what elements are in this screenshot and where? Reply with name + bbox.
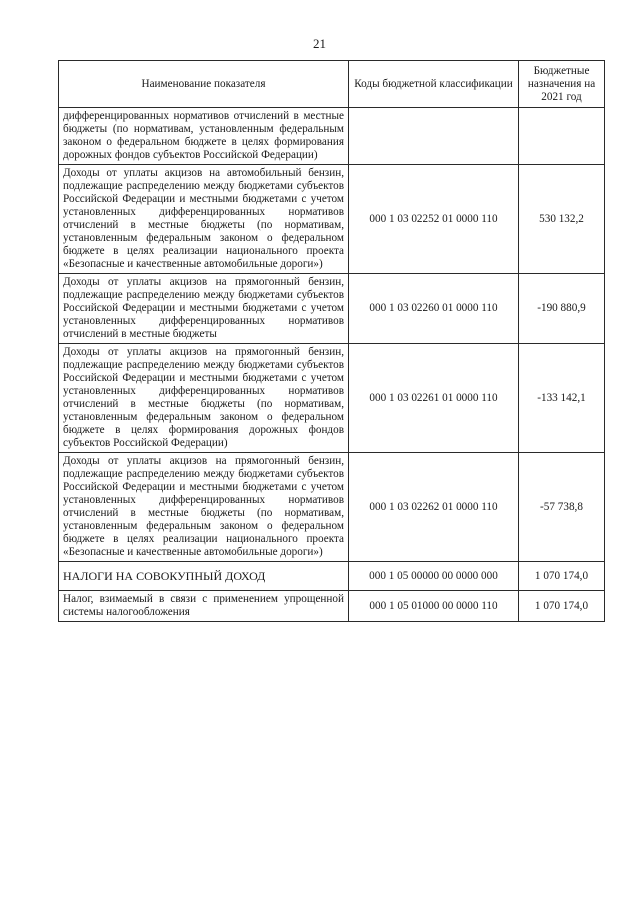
row-amount: 530 132,2	[519, 165, 605, 274]
row-name: Доходы от уплаты акцизов на прямогонный бензин, подлежащие распределению между бюджетами субъектов Российской Федерации и местными бюджетами с учетом установленных дифференцированных нормативов отчислений в местные бюджеты (по нормативам, установленным федеральным законом о федеральном бюджете в целях формирования дорожных фондов субъектов Российской Федерации)	[59, 344, 349, 453]
table-row	[59, 165, 605, 274]
table-row-section	[59, 562, 605, 591]
table-row	[59, 108, 605, 165]
row-name: Доходы от уплаты акцизов на прямогонный бензин, подлежащие распределению между бюджетами субъектов Российской Федерации и местными бюджетами с учетом установленных дифференцированных нормативов отчислений в местные бюджеты	[59, 274, 349, 344]
budget-table	[58, 60, 605, 622]
table-row	[59, 453, 605, 562]
header-code: Коды бюджетной классификации	[349, 61, 519, 108]
row-amount: -190 880,9	[519, 274, 605, 344]
row-name: дифференцированных нормативов отчислений в местные бюджеты (по нормативам, установленным федеральным законом о федеральном бюджете в целях формирования дорожных фондов субъектов Российской Федерации)	[59, 108, 349, 165]
row-code: 000 1 03 02261 01 0000 110	[349, 344, 519, 453]
table-header-row	[59, 61, 605, 108]
row-amount: -133 142,1	[519, 344, 605, 453]
row-name: Доходы от уплаты акцизов на автомобильный бензин, подлежащие распределению между бюджетами субъектов Российской Федерации и местными бюджетами с учетом установленных дифференцированных нормативов отчислений в местные бюджеты (по нормативам, установленным федеральным законом о федеральном бюджете в целях реализации национального проекта «Безопасные и качественные автомобильные дороги»)	[59, 165, 349, 274]
row-code: 000 1 03 02262 01 0000 110	[349, 453, 519, 562]
row-name: Налог, взимаемый в связи с применением упрощенной системы налогообложения	[59, 591, 349, 622]
table-row	[59, 344, 605, 453]
row-amount: 1 070 174,0	[519, 562, 605, 591]
row-code	[349, 108, 519, 165]
row-name: Доходы от уплаты акцизов на прямогонный бензин, подлежащие распределению между бюджетами субъектов Российской Федерации и местными бюджетами с учетом установленных дифференцированных нормативов отчислений в местные бюджеты (по нормативам, установленным федеральным законом о федеральном бюджете в целях реализации национального проекта «Безопасные и качественные автомобильные дороги»)	[59, 453, 349, 562]
row-amount: -57 738,8	[519, 453, 605, 562]
row-code: 000 1 03 02260 01 0000 110	[349, 274, 519, 344]
page-number: 21	[313, 36, 326, 51]
row-code: 000 1 03 02252 01 0000 110	[349, 165, 519, 274]
row-amount: 1 070 174,0	[519, 591, 605, 622]
table-row	[59, 591, 605, 622]
row-code: 000 1 05 00000 00 0000 000	[349, 562, 519, 591]
row-name: НАЛОГИ НА СОВОКУПНЫЙ ДОХОД	[59, 562, 349, 591]
table-row	[59, 274, 605, 344]
header-amount: Бюджетные назначения на 2021 год	[519, 61, 605, 108]
header-name: Наименование показателя	[59, 61, 349, 108]
row-code: 000 1 05 01000 00 0000 110	[349, 591, 519, 622]
row-amount	[519, 108, 605, 165]
